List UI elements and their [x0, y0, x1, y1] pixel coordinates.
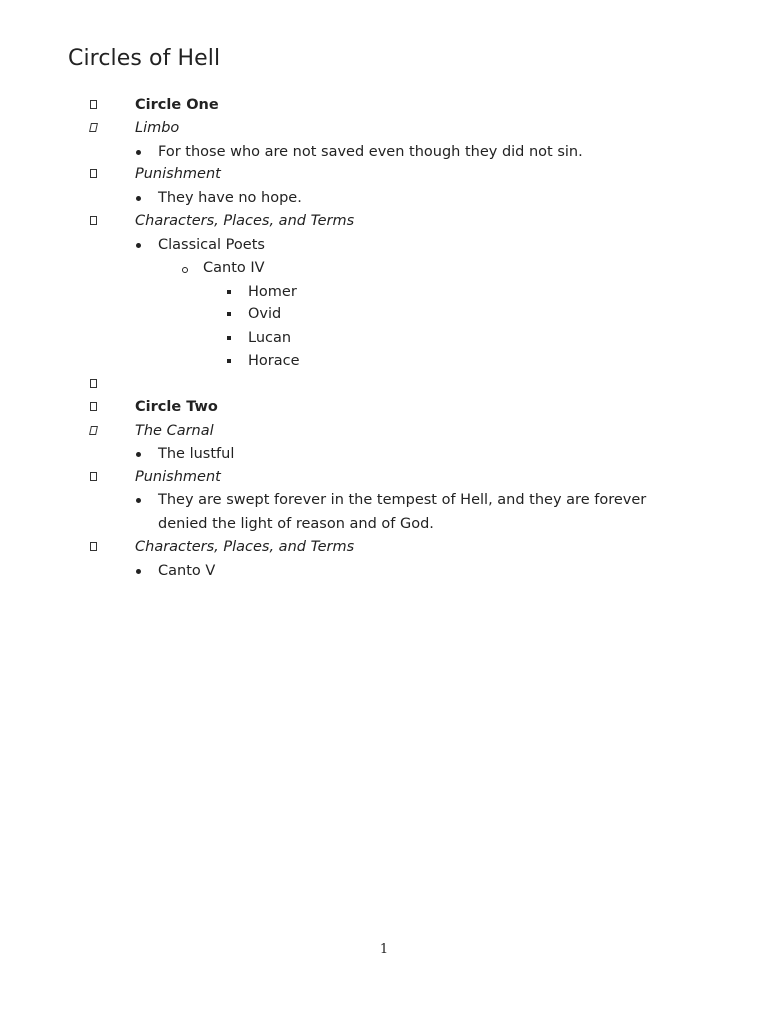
circle-two-characters-label: Characters, Places, and Terms: [135, 539, 355, 555]
circle-one-group-label: Classical Poets: [158, 237, 265, 253]
square-bullet-icon: [227, 290, 231, 294]
poet-name: Lucan: [248, 330, 292, 346]
circle-two-punishment-label: Punishment: [135, 469, 221, 485]
poet-name: Ovid: [248, 306, 282, 322]
page-number: 1: [379, 942, 389, 957]
circle-one-characters-label: Characters, Places, and Terms: [135, 213, 355, 229]
circle-one-punishment: They have no hope.: [158, 190, 302, 206]
missing-glyph-icon: [90, 472, 97, 481]
missing-glyph-icon: [90, 542, 97, 551]
bullet-icon: [136, 150, 141, 155]
bullet-icon: [136, 452, 141, 457]
bullet-icon: [136, 569, 141, 574]
circle-one-heading: Circle One: [135, 97, 219, 113]
poet-name: Homer: [248, 284, 297, 300]
missing-glyph-icon: [90, 402, 97, 411]
missing-glyph-icon: [90, 100, 97, 109]
circle-two-name: The Carnal: [135, 423, 214, 439]
missing-glyph-icon: [89, 123, 98, 132]
square-bullet-icon: [227, 336, 231, 340]
missing-glyph-icon: [89, 426, 98, 435]
missing-glyph-icon: [90, 379, 97, 388]
page-title: Circles of Hell: [68, 46, 221, 71]
circle-one-canto: Canto IV: [203, 260, 265, 276]
bullet-icon: [136, 498, 141, 503]
square-bullet-icon: [227, 312, 231, 316]
circle-two-description: The lustful: [158, 446, 235, 462]
circle-two-punishment: They are swept forever in the tempest of Hell, and they are forever denied the light of reason and of God.: [158, 492, 647, 532]
circle-two-heading: Circle Two: [135, 399, 218, 415]
bullet-icon: [136, 243, 141, 248]
hollow-bullet-icon: [182, 267, 188, 273]
circle-one-name: Limbo: [135, 120, 180, 136]
bullet-icon: [136, 196, 141, 201]
poet-name: Horace: [248, 353, 300, 369]
missing-glyph-icon: [90, 216, 97, 225]
circle-one-description: For those who are not saved even though they did not sin.: [158, 144, 583, 160]
missing-glyph-icon: [90, 169, 97, 178]
square-bullet-icon: [227, 359, 231, 363]
circle-one-punishment-label: Punishment: [135, 166, 221, 182]
circle-two-canto: Canto V: [158, 563, 216, 579]
